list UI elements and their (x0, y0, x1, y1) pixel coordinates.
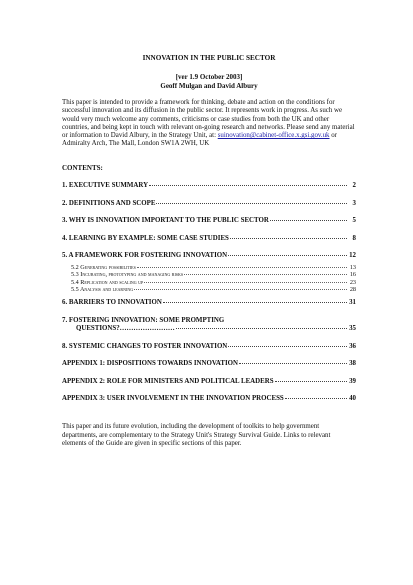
toc-leader-dots (149, 185, 347, 186)
intro-text-before-email: This paper is intended to provide a framework for thinking, debate and action on the conditions for successful innovation and its diffusion in the public sector. It represents work in progress. As such we would very much welcome any comments, criticisms or case studies from both the UK and other countries, and being kept in touch with relevant on-going research and networks. Please send any material or information to David Albury, in the Strategy Unit, at: (62, 99, 355, 140)
toc-sub-entry-generating-possibilities[interactable] (71, 264, 356, 271)
toc-entry-appendix-2[interactable] (62, 378, 356, 386)
toc-entry-page: 2 (352, 182, 356, 190)
toc-leader-dots (156, 203, 347, 204)
toc-leader-dots (176, 328, 347, 329)
toc-entry-systemic-changes[interactable] (62, 343, 356, 351)
toc-entry-page: 40 (349, 395, 356, 403)
toc-entry-barriers[interactable] (62, 299, 356, 307)
toc-entry-appendix-3[interactable] (62, 395, 356, 403)
toc-leader-dots (285, 398, 347, 399)
document-title: INNOVATION IN THE PUBLIC SECTOR (142, 54, 276, 62)
toc-entry-label: 4. LEARNING BY EXAMPLE: SOME CASE STUDIES (62, 234, 229, 242)
toc-leader-dots (228, 346, 347, 347)
toc-sub-entry-label: 5.2 Generating possibilities (71, 263, 136, 271)
toc-sub-entry-analysis[interactable] (71, 286, 356, 293)
toc-sub-entry-page: 13 (349, 263, 356, 271)
toc-sub-entry-incubating[interactable] (71, 271, 356, 278)
toc-entry-label: 5. A FRAMEWORK FOR FOSTERING INNOVATION (62, 252, 228, 260)
toc-entry-appendix-1[interactable] (62, 360, 356, 368)
toc-entry-label: 3. WHY IS INNOVATION IMPORTANT TO THE PUBLIC SECTOR (62, 217, 269, 225)
toc-entry-page: 35 (349, 325, 356, 333)
toc-entry-label: 8. SYSTEMIC CHANGES TO FOSTER INNOVATION (62, 342, 228, 350)
toc-entry-why-innovation-important[interactable] (62, 217, 356, 225)
toc-entry-page: 39 (349, 377, 356, 385)
intro-text-after-email: or Admiralty Arch, The Mall, London SW1A 2WH, UK (62, 132, 337, 148)
toc-entry-page: 36 (349, 342, 356, 350)
document-authors: Geoff Mulgan and David Albury (160, 81, 258, 90)
toc-entry-label: 2. DEFINITIONS AND SCOPE (62, 199, 156, 207)
toc-entry-page: 31 (349, 299, 356, 307)
toc-leader-dots (230, 238, 347, 239)
document-version: [ver 1.9 October 2003] (175, 73, 243, 81)
toc-entry-label: 1. EXECUTIVE SUMMARY (62, 182, 149, 190)
toc-entry-prompting-questions[interactable] (62, 317, 356, 334)
toc-entry-label: APPENDIX 3: USER INVOLVEMENT IN THE INNOVATION PROCESS (62, 395, 284, 403)
table-of-contents (62, 182, 356, 403)
toc-entry-label: 6. BARRIERS TO INNOVATION (62, 299, 162, 307)
toc-entry-page: 38 (349, 360, 356, 368)
toc-leader-dots (239, 363, 347, 364)
toc-entry-page: 5 (352, 217, 356, 225)
toc-sub-entry-page: 28 (349, 285, 356, 293)
toc-sub-list (62, 264, 356, 294)
document-page (62, 54, 356, 448)
toc-leader-dots (163, 302, 347, 303)
toc-sub-entry-page: 23 (349, 278, 356, 286)
toc-sub-entry-label: 5.5 Analysis and learning (71, 285, 134, 293)
toc-leader-dots (184, 274, 347, 275)
toc-sub-entry-label: 5.4 Replication and scaling up (71, 278, 144, 286)
toc-entry-line2 (62, 325, 356, 333)
toc-leader-dots (270, 220, 347, 221)
contact-email-link[interactable]: suinovation@cabinet-office.x.gsi.gov.uk (217, 132, 330, 140)
toc-leader-dots (137, 267, 347, 268)
toc-entry-label: APPENDIX 1: DISPOSITIONS TOWARDS INNOVATION (62, 360, 239, 368)
toc-entry-label: 7. FOSTERING INNOVATION: SOME PROMPTING (62, 316, 225, 324)
toc-leader-dots (275, 381, 347, 382)
toc-entry-label: APPENDIX 2: ROLE FOR MINISTERS AND POLITICAL LEADERS (62, 377, 274, 385)
intro-paragraph (62, 99, 356, 149)
toc-entry-learning-by-example[interactable] (62, 235, 356, 243)
toc-entry-label-line2: QUESTIONS?…………………… (76, 325, 175, 333)
toc-leader-dots (134, 289, 347, 290)
toc-sub-entry-page: 16 (349, 271, 356, 279)
contents-heading: CONTENTS: (62, 163, 103, 172)
toc-leader-dots (144, 282, 347, 283)
toc-entry-page: 12 (349, 252, 356, 260)
closing-paragraph: This paper and its future evolution, including the development of toolkits to help government departments, are complementary to the Strategy Unit's Strategy Survival Guide. Links to relevant elements of the Guide are given in specific sections of this paper. (62, 423, 331, 447)
toc-entry-definitions-and-scope[interactable] (62, 200, 356, 208)
toc-entry-page: 3 (352, 199, 356, 207)
toc-leader-dots (228, 255, 347, 256)
toc-entry-executive-summary[interactable] (62, 182, 356, 190)
toc-entry-page: 8 (352, 234, 356, 242)
toc-entry-framework[interactable] (62, 252, 356, 260)
toc-sub-entry-replication[interactable] (71, 279, 356, 286)
toc-sub-entry-label: 5.3 Incubating, prototyping and managing risks (71, 271, 184, 279)
